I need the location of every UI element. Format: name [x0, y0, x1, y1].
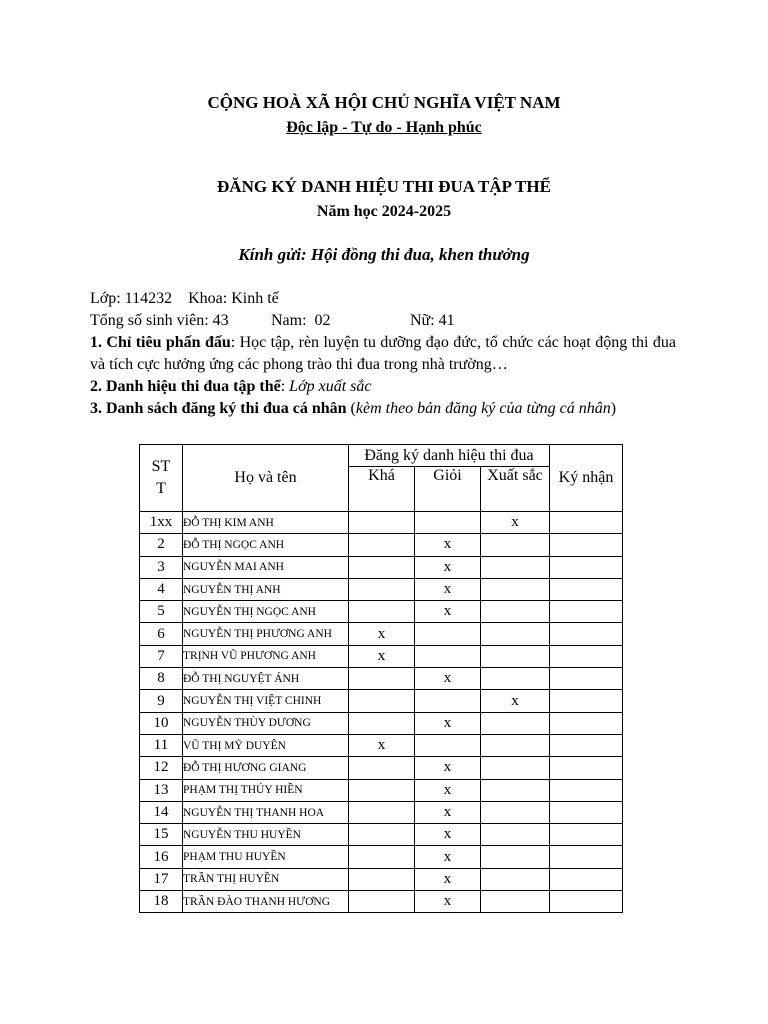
- table-row: [140, 757, 623, 779]
- table-row: [140, 601, 623, 623]
- row-stt: 13: [140, 779, 183, 801]
- row-name: ĐỖ THỊ HƯƠNG GIANG: [183, 757, 349, 779]
- row-signature: [550, 846, 623, 868]
- section-3-close-paren: ): [610, 400, 617, 417]
- header-xuat-sac: Xuất sắc: [481, 467, 550, 512]
- row-xuat-sac-mark: [481, 534, 550, 556]
- row-signature: [550, 556, 623, 578]
- header-signature: Ký nhận: [550, 445, 623, 512]
- row-stt: 17: [140, 868, 183, 890]
- row-xuat-sac-mark: [481, 891, 550, 913]
- section-2-line: [90, 376, 676, 398]
- row-name: NGUYỄN MAI ANH: [183, 556, 349, 578]
- row-name: NGUYỄN THỊ NGỌC ANH: [183, 601, 349, 623]
- table-row: [140, 645, 623, 667]
- table-row: [140, 868, 623, 890]
- school-year: Năm học 2024-2025: [316, 203, 452, 220]
- row-stt: 16: [140, 846, 183, 868]
- female-label: Nữ:: [410, 312, 435, 329]
- row-xuat-sac-mark: [481, 868, 550, 890]
- row-name: TRẦN THỊ HUYỀN: [183, 868, 349, 890]
- table-row: [140, 623, 623, 645]
- row-xuat-sac-mark: x: [481, 690, 550, 712]
- registration-table: [139, 444, 623, 913]
- male-value: 02: [314, 312, 331, 329]
- row-gioi-mark: x: [415, 668, 481, 690]
- table-row: [140, 534, 623, 556]
- row-signature: [550, 712, 623, 734]
- row-xuat-sac-mark: [481, 801, 550, 823]
- row-xuat-sac-mark: [481, 779, 550, 801]
- table-row: [140, 846, 623, 868]
- row-gioi-mark: x: [415, 601, 481, 623]
- class-label: Lớp:: [90, 290, 121, 307]
- row-xuat-sac-mark: x: [481, 512, 550, 534]
- row-xuat-sac-mark: [481, 556, 550, 578]
- row-kha-mark: [349, 578, 415, 600]
- row-gioi-mark: [415, 623, 481, 645]
- row-kha-mark: [349, 601, 415, 623]
- total-students-label: Tổng số sinh viên:: [90, 312, 209, 329]
- row-signature: [550, 645, 623, 667]
- row-xuat-sac-mark: [481, 623, 550, 645]
- row-kha-mark: [349, 534, 415, 556]
- row-xuat-sac-mark: [481, 757, 550, 779]
- table-row: [140, 779, 623, 801]
- table-row: [140, 512, 623, 534]
- total-students-value: 43: [212, 312, 229, 329]
- row-xuat-sac-mark: [481, 668, 550, 690]
- recipient-line: Kính gửi: Hội đồng thi đua, khen thưởng: [238, 245, 530, 264]
- female-value: 41: [438, 312, 455, 329]
- row-signature: [550, 801, 623, 823]
- row-kha-mark: [349, 690, 415, 712]
- section-1-paragraph: [90, 332, 676, 376]
- row-xuat-sac-mark: [481, 645, 550, 667]
- section-1-text: : Học tập, rèn luyện tu dưỡng đạo đức, tổ chức các hoạt động thi đua và tích cực hưởng ứng các phong trào thi đua trong nhà trường…: [90, 334, 676, 373]
- table-row: [140, 690, 623, 712]
- row-name: PHẠM THU HUYỀN: [183, 846, 349, 868]
- row-gioi-mark: x: [415, 757, 481, 779]
- row-stt: 6: [140, 623, 183, 645]
- row-name: ĐỖ THỊ NGỌC ANH: [183, 534, 349, 556]
- row-xuat-sac-mark: [481, 846, 550, 868]
- row-gioi-mark: x: [415, 868, 481, 890]
- national-motto: Độc lập - Tự do - Hạnh phúc: [286, 119, 482, 136]
- row-xuat-sac-mark: [481, 601, 550, 623]
- row-signature: [550, 512, 623, 534]
- row-kha-mark: [349, 891, 415, 913]
- row-xuat-sac-mark: [481, 824, 550, 846]
- row-kha-mark: x: [349, 623, 415, 645]
- row-stt: 14: [140, 801, 183, 823]
- row-stt: 18: [140, 891, 183, 913]
- header-stt: ST T: [140, 445, 183, 512]
- row-signature: [550, 868, 623, 890]
- row-signature: [550, 757, 623, 779]
- row-name: ĐỖ THỊ KIM ANH: [183, 512, 349, 534]
- row-signature: [550, 668, 623, 690]
- row-kha-mark: [349, 824, 415, 846]
- table-row: [140, 824, 623, 846]
- table-row: [140, 668, 623, 690]
- row-name: NGUYỄN THU HUYỀN: [183, 824, 349, 846]
- row-kha-mark: x: [349, 734, 415, 756]
- row-name: TRẦN ĐÀO THANH HƯƠNG: [183, 891, 349, 913]
- row-gioi-mark: [415, 734, 481, 756]
- row-stt: 12: [140, 757, 183, 779]
- table-row: [140, 578, 623, 600]
- row-gioi-mark: x: [415, 712, 481, 734]
- row-name: VŨ THỊ MỸ DUYÊN: [183, 734, 349, 756]
- row-kha-mark: [349, 757, 415, 779]
- header-kha: Khá: [349, 467, 415, 512]
- faculty-value: Kinh tế: [231, 290, 279, 307]
- row-signature: [550, 578, 623, 600]
- row-kha-mark: [349, 556, 415, 578]
- male-label: Nam:: [271, 312, 307, 329]
- row-xuat-sac-mark: [481, 578, 550, 600]
- row-xuat-sac-mark: [481, 734, 550, 756]
- row-stt: 11: [140, 734, 183, 756]
- row-stt: 9: [140, 690, 183, 712]
- section-2-value: Lớp xuất sắc: [289, 378, 372, 395]
- table-row: [140, 734, 623, 756]
- row-xuat-sac-mark: [481, 712, 550, 734]
- document-title: ĐĂNG KÝ DANH HIỆU THI ĐUA TẬP THỂ: [217, 177, 551, 196]
- row-kha-mark: [349, 779, 415, 801]
- row-signature: [550, 779, 623, 801]
- row-gioi-mark: x: [415, 801, 481, 823]
- row-stt: 15: [140, 824, 183, 846]
- row-stt: 4: [140, 578, 183, 600]
- table-row: [140, 556, 623, 578]
- class-info-line: [90, 288, 676, 310]
- section-3-heading: 3. Danh sách đăng ký thi đua cá nhân: [90, 400, 347, 417]
- row-gioi-mark: [415, 645, 481, 667]
- row-kha-mark: [349, 868, 415, 890]
- section-3-line: [90, 398, 676, 420]
- table-row: [140, 712, 623, 734]
- row-stt: 10: [140, 712, 183, 734]
- student-count-line: [90, 310, 676, 332]
- row-name: ĐỖ THỊ NGUYỆT ÁNH: [183, 668, 349, 690]
- row-kha-mark: [349, 668, 415, 690]
- row-name: NGUYỄN THỊ VIỆT CHINH: [183, 690, 349, 712]
- row-gioi-mark: [415, 512, 481, 534]
- row-stt: 3: [140, 556, 183, 578]
- row-gioi-mark: x: [415, 578, 481, 600]
- section-2-heading: 2. Danh hiệu thi đua tập thể: [90, 378, 281, 395]
- row-signature: [550, 824, 623, 846]
- row-signature: [550, 534, 623, 556]
- row-stt: 1xx: [140, 512, 183, 534]
- row-stt: 8: [140, 668, 183, 690]
- row-gioi-mark: x: [415, 556, 481, 578]
- row-signature: [550, 734, 623, 756]
- section-1-heading: 1. Chỉ tiêu phấn đấu: [90, 334, 231, 351]
- section-2-colon: :: [280, 378, 290, 395]
- section-3-note: kèm theo bản đăng ký của từng cá nhân: [355, 400, 611, 417]
- row-name: TRỊNH VŨ PHƯƠNG ANH: [183, 645, 349, 667]
- row-signature: [550, 601, 623, 623]
- row-name: NGUYỄN THỊ PHƯƠNG ANH: [183, 623, 349, 645]
- row-name: NGUYỄN THÙY DƯƠNG: [183, 712, 349, 734]
- table-row: [140, 891, 623, 913]
- row-kha-mark: [349, 801, 415, 823]
- row-signature: [550, 690, 623, 712]
- header-gioi: Giỏi: [415, 467, 481, 512]
- row-kha-mark: [349, 512, 415, 534]
- header-award-group: Đăng ký danh hiệu thi đua: [349, 445, 550, 467]
- row-stt: 5: [140, 601, 183, 623]
- row-name: NGUYỄN THỊ ANH: [183, 578, 349, 600]
- row-gioi-mark: x: [415, 846, 481, 868]
- row-kha-mark: [349, 846, 415, 868]
- row-name: PHẠM THỊ THÚY HIỀN: [183, 779, 349, 801]
- section-3-open-paren: (: [346, 400, 356, 417]
- national-title: CỘNG HOÀ XÃ HỘI CHỦ NGHĨA VIỆT NAM: [207, 93, 561, 112]
- row-name: NGUYỄN THỊ THANH HOA: [183, 801, 349, 823]
- row-signature: [550, 891, 623, 913]
- row-stt: 2: [140, 534, 183, 556]
- row-gioi-mark: x: [415, 534, 481, 556]
- row-gioi-mark: x: [415, 824, 481, 846]
- row-kha-mark: [349, 712, 415, 734]
- row-signature: [550, 623, 623, 645]
- faculty-label: Khoa:: [188, 290, 228, 307]
- row-gioi-mark: [415, 690, 481, 712]
- row-stt: 7: [140, 645, 183, 667]
- row-gioi-mark: x: [415, 891, 481, 913]
- row-kha-mark: x: [349, 645, 415, 667]
- class-value: 114232: [124, 290, 173, 307]
- table-row: [140, 801, 623, 823]
- row-gioi-mark: x: [415, 779, 481, 801]
- header-name: Họ và tên: [183, 445, 349, 512]
